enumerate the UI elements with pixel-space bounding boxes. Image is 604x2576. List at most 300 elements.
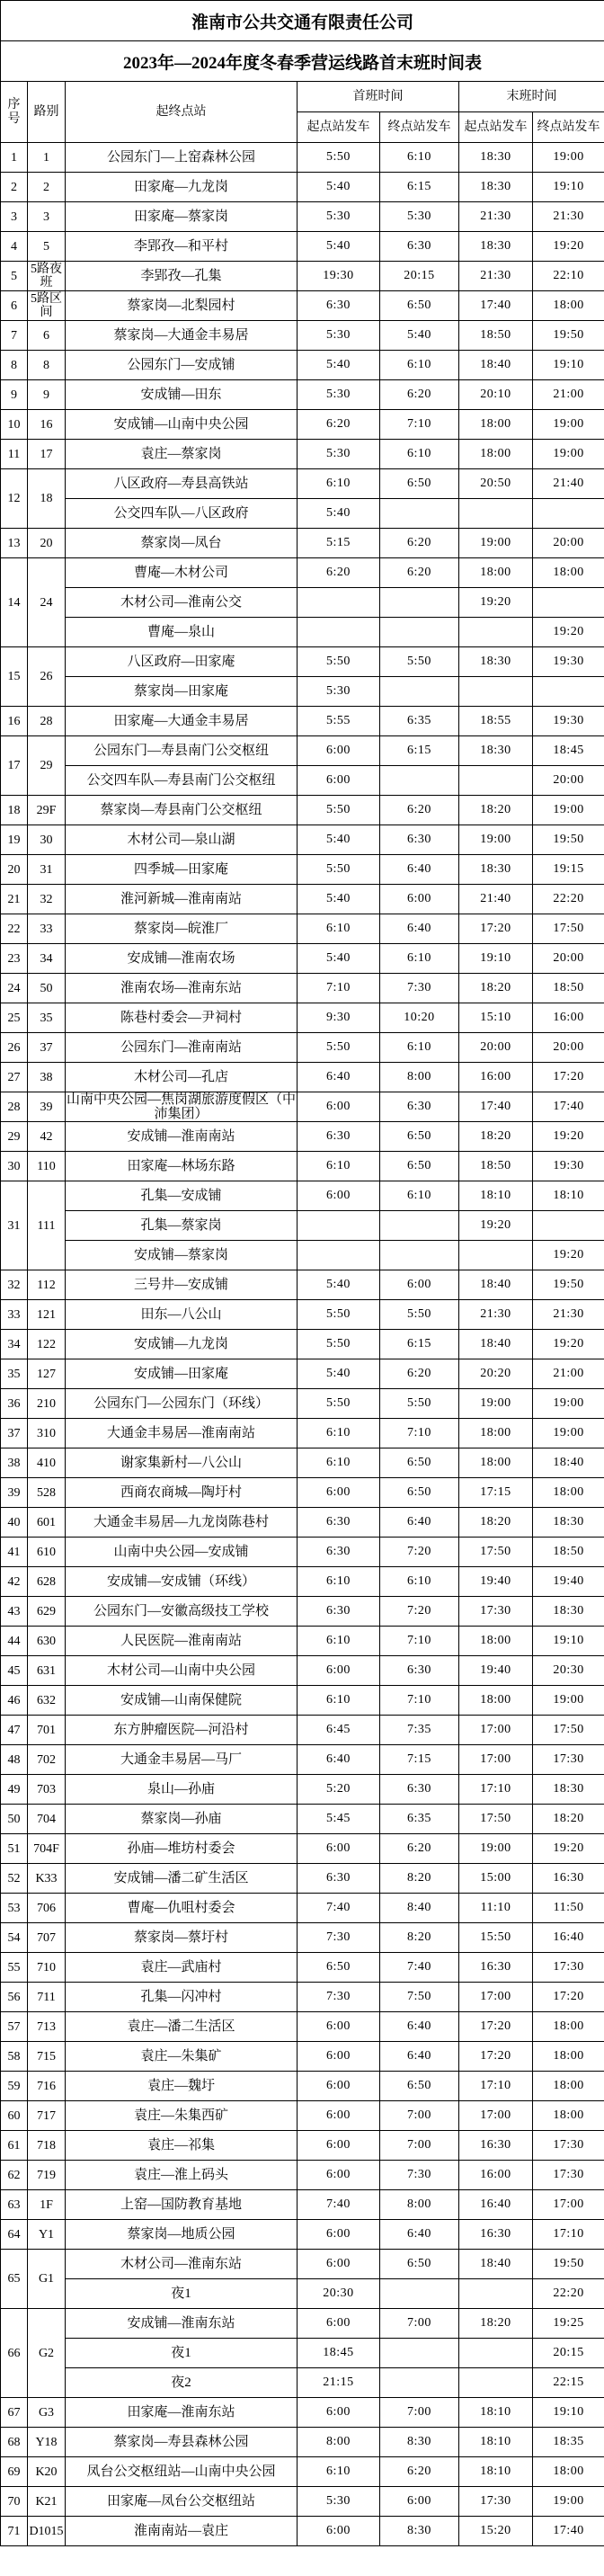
stations-cell: 木材公司—淮南公交 — [66, 588, 298, 618]
route-cell: 28 — [28, 707, 66, 736]
stations-cell: 木材公司—淮南东站 — [66, 2250, 298, 2279]
seq-cell: 18 — [1, 796, 28, 825]
seq-cell: 11 — [1, 440, 28, 469]
table-row — [1, 1805, 604, 1834]
time-cell: 7:15 — [380, 1745, 459, 1775]
time-cell: 6:40 — [298, 1063, 380, 1092]
seq-cell: 22 — [1, 914, 28, 944]
seq-cell: 39 — [1, 1478, 28, 1508]
route-cell: 16 — [28, 410, 66, 440]
time-cell: 17:10 — [533, 2220, 604, 2250]
route-cell: 127 — [28, 1359, 66, 1389]
seq-cell: 52 — [1, 1864, 28, 1894]
time-cell — [298, 1211, 380, 1241]
time-cell: 17:50 — [533, 1716, 604, 1745]
table-row — [1, 1923, 604, 1953]
time-cell: 6:10 — [298, 1152, 380, 1181]
stations-cell: 安成铺—田家庵 — [66, 1359, 298, 1389]
time-cell: 18:30 — [459, 736, 533, 766]
route-cell: 5路夜班 — [28, 262, 66, 291]
table-row — [1, 855, 604, 885]
time-cell: 5:30 — [298, 440, 380, 469]
time-cell: 18:00 — [533, 2042, 604, 2072]
time-cell: 7:00 — [380, 2309, 459, 2339]
time-cell: 11:10 — [459, 1894, 533, 1923]
time-cell: 17:30 — [459, 2487, 533, 2517]
time-cell: 19:40 — [533, 1567, 604, 1597]
time-cell: 5:50 — [380, 647, 459, 677]
time-cell: 19:30 — [533, 1152, 604, 1181]
table-row — [1, 321, 604, 351]
time-cell: 18:00 — [533, 558, 604, 588]
time-cell: 8:00 — [380, 2190, 459, 2220]
table-row — [1, 1181, 604, 1211]
header-first-start-departure: 起点站发车 — [298, 112, 380, 143]
table-row — [1, 410, 604, 440]
seq-cell: 62 — [1, 2161, 28, 2190]
time-cell: 18:00 — [533, 2457, 604, 2487]
time-cell: 19:20 — [533, 1834, 604, 1864]
seq-cell: 19 — [1, 825, 28, 855]
time-cell: 6:20 — [380, 529, 459, 558]
stations-cell: 公园东门—上窑森林公园 — [66, 143, 298, 173]
route-cell: 713 — [28, 2012, 66, 2042]
time-cell: 18:10 — [459, 2457, 533, 2487]
route-cell: 718 — [28, 2131, 66, 2161]
route-cell: 30 — [28, 825, 66, 855]
table-row — [1, 1627, 604, 1656]
time-cell: 17:30 — [459, 1597, 533, 1627]
seq-cell: 35 — [1, 1359, 28, 1389]
time-cell: 18:20 — [459, 796, 533, 825]
time-cell: 6:20 — [298, 410, 380, 440]
time-cell: 7:40 — [298, 1894, 380, 1923]
route-cell: 3 — [28, 202, 66, 232]
time-cell: 17:00 — [533, 2190, 604, 2220]
stations-cell: 上窑—国防教育基地 — [66, 2190, 298, 2220]
stations-cell: 八区政府—田家庵 — [66, 647, 298, 677]
table-row — [1, 262, 604, 291]
time-cell: 6:50 — [380, 2250, 459, 2279]
time-cell: 15:10 — [459, 1003, 533, 1033]
time-cell: 6:40 — [380, 2012, 459, 2042]
seq-cell: 55 — [1, 1953, 28, 1983]
time-cell: 18:00 — [533, 2101, 604, 2131]
stations-cell: 公园东门—寿县南门公交枢纽 — [66, 736, 298, 766]
table-row — [1, 1211, 604, 1241]
time-cell: 17:00 — [459, 1983, 533, 2012]
seq-cell: 46 — [1, 1686, 28, 1716]
table-row — [1, 2012, 604, 2042]
time-cell: 21:00 — [533, 380, 604, 410]
time-cell: 5:50 — [298, 1330, 380, 1359]
table-row — [1, 1003, 604, 1033]
stations-cell: 夜2 — [66, 2368, 298, 2398]
time-cell: 17:00 — [459, 2101, 533, 2131]
time-cell: 18:10 — [459, 2398, 533, 2428]
time-cell: 6:10 — [380, 1033, 459, 1063]
route-cell: 310 — [28, 1419, 66, 1448]
table-row — [1, 1092, 604, 1122]
time-cell — [380, 618, 459, 647]
stations-cell: 八区政府—寿县高铁站 — [66, 469, 298, 499]
route-cell: 631 — [28, 1656, 66, 1686]
time-cell: 19:20 — [533, 1330, 604, 1359]
time-cell: 7:30 — [380, 2161, 459, 2190]
time-cell: 17:15 — [459, 1478, 533, 1508]
time-cell — [298, 588, 380, 618]
time-cell: 6:00 — [298, 736, 380, 766]
time-cell — [459, 499, 533, 529]
stations-cell: 公交四车队—八区政府 — [66, 499, 298, 529]
time-cell: 19:50 — [533, 321, 604, 351]
route-cell: 716 — [28, 2072, 66, 2101]
stations-cell: 凤台公交枢纽站—山南中央公园 — [66, 2457, 298, 2487]
route-cell: 8 — [28, 351, 66, 380]
time-cell: 16:30 — [459, 2131, 533, 2161]
time-cell: 6:10 — [298, 1419, 380, 1448]
table-row — [1, 173, 604, 202]
stations-cell: 田家庵—淮南东站 — [66, 2398, 298, 2428]
time-cell: 6:00 — [298, 2101, 380, 2131]
time-cell: 18:00 — [459, 410, 533, 440]
header-last-start-departure: 起点站发车 — [459, 112, 533, 143]
route-cell: 704F — [28, 1834, 66, 1864]
route-cell: 5 — [28, 232, 66, 262]
route-cell: 706 — [28, 1894, 66, 1923]
seq-cell: 7 — [1, 321, 28, 351]
seq-cell: 24 — [1, 974, 28, 1003]
time-cell: 17:10 — [459, 1775, 533, 1805]
seq-cell: 69 — [1, 2457, 28, 2487]
time-cell: 5:40 — [298, 1359, 380, 1389]
time-cell: 19:25 — [533, 2309, 604, 2339]
seq-cell: 21 — [1, 885, 28, 914]
stations-cell: 安成铺—蔡家岗 — [66, 1241, 298, 1270]
stations-cell: 田家庵—蔡家岗 — [66, 202, 298, 232]
seq-cell: 8 — [1, 351, 28, 380]
time-cell: 6:30 — [380, 1656, 459, 1686]
table-row — [1, 202, 604, 232]
time-cell: 16:40 — [459, 2190, 533, 2220]
time-cell: 6:15 — [380, 173, 459, 202]
time-cell: 19:10 — [533, 351, 604, 380]
route-cell: 9 — [28, 380, 66, 410]
route-cell: 112 — [28, 1270, 66, 1300]
stations-cell: 公交四车队—寿县南门公交枢纽 — [66, 766, 298, 796]
table-row — [1, 440, 604, 469]
route-cell: 632 — [28, 1686, 66, 1716]
seq-cell: 41 — [1, 1538, 28, 1567]
stations-cell: 安成铺—山南中央公园 — [66, 410, 298, 440]
company-title-row — [1, 1, 604, 41]
seq-cell: 54 — [1, 1923, 28, 1953]
time-cell: 21:30 — [459, 262, 533, 291]
time-cell: 20:00 — [459, 1033, 533, 1063]
seq-cell: 65 — [1, 2250, 28, 2309]
seq-cell: 5 — [1, 262, 28, 291]
route-cell: 704 — [28, 1805, 66, 1834]
stations-cell: 孔集—蔡家岗 — [66, 1211, 298, 1241]
time-cell: 6:10 — [380, 143, 459, 173]
time-cell: 18:00 — [459, 1448, 533, 1478]
table-row — [1, 1389, 604, 1419]
seq-cell: 6 — [1, 291, 28, 321]
seq-cell: 30 — [1, 1152, 28, 1181]
time-cell: 5:50 — [298, 1389, 380, 1419]
table-row — [1, 1983, 604, 2012]
stations-cell: 袁庄—武庙村 — [66, 1953, 298, 1983]
time-cell: 20:00 — [533, 529, 604, 558]
stations-cell: 蔡家岗—大通金丰易居 — [66, 321, 298, 351]
stations-cell: 大通金丰易居—马厂 — [66, 1745, 298, 1775]
stations-cell: 淮南农场—淮南东站 — [66, 974, 298, 1003]
time-cell: 17:10 — [459, 2072, 533, 2101]
stations-cell: 谢家集新村—八公山 — [66, 1448, 298, 1478]
seq-cell: 66 — [1, 2309, 28, 2398]
time-cell: 6:30 — [380, 1775, 459, 1805]
time-cell: 6:30 — [298, 1538, 380, 1567]
time-cell: 5:30 — [298, 321, 380, 351]
route-cell: K20 — [28, 2457, 66, 2487]
time-cell: 18:30 — [533, 1775, 604, 1805]
time-cell: 18:00 — [459, 440, 533, 469]
time-cell: 8:00 — [380, 1063, 459, 1092]
table-row — [1, 1330, 604, 1359]
stations-cell: 淮南南站—袁庄 — [66, 2517, 298, 2546]
table-row — [1, 2072, 604, 2101]
time-cell: 17:50 — [533, 914, 604, 944]
seq-cell: 50 — [1, 1805, 28, 1834]
time-cell: 6:10 — [298, 469, 380, 499]
table-row — [1, 914, 604, 944]
time-cell — [533, 588, 604, 618]
time-cell: 6:20 — [380, 1834, 459, 1864]
header-last-end-departure: 终点站发车 — [533, 112, 604, 143]
table-row — [1, 647, 604, 677]
timetable-body — [1, 143, 604, 2546]
time-cell: 19:20 — [459, 1211, 533, 1241]
time-cell — [459, 766, 533, 796]
time-cell: 19:00 — [533, 796, 604, 825]
time-cell: 21:30 — [459, 1300, 533, 1330]
table-row — [1, 1894, 604, 1923]
time-cell: 20:30 — [298, 2279, 380, 2309]
table-row — [1, 707, 604, 736]
time-cell: 16:30 — [459, 2220, 533, 2250]
time-cell: 6:40 — [380, 855, 459, 885]
seq-cell: 3 — [1, 202, 28, 232]
time-cell: 19:50 — [533, 2250, 604, 2279]
route-cell: G1 — [28, 2250, 66, 2309]
time-cell — [459, 2368, 533, 2398]
time-cell: 20:15 — [533, 2339, 604, 2368]
seq-cell: 12 — [1, 469, 28, 529]
table-row — [1, 885, 604, 914]
table-row — [1, 1538, 604, 1567]
route-cell: 26 — [28, 647, 66, 707]
route-cell: 35 — [28, 1003, 66, 1033]
route-cell: 31 — [28, 855, 66, 885]
time-cell: 18:00 — [459, 1627, 533, 1656]
time-cell: 17:30 — [533, 2131, 604, 2161]
time-cell: 6:10 — [298, 1686, 380, 1716]
route-cell: 29F — [28, 796, 66, 825]
time-cell: 6:10 — [380, 1567, 459, 1597]
time-cell — [459, 2339, 533, 2368]
time-cell: 7:10 — [380, 1686, 459, 1716]
time-cell: 18:30 — [533, 1597, 604, 1627]
stations-cell: 李郢孜—和平村 — [66, 232, 298, 262]
time-cell: 19:40 — [459, 1656, 533, 1686]
seq-cell: 28 — [1, 1092, 28, 1122]
stations-cell: 田东—八公山 — [66, 1300, 298, 1330]
table-row — [1, 1864, 604, 1894]
time-cell: 6:00 — [298, 1834, 380, 1864]
time-cell: 18:40 — [459, 1270, 533, 1300]
time-cell: 6:10 — [380, 440, 459, 469]
time-cell — [380, 2339, 459, 2368]
time-cell: 18:30 — [533, 1508, 604, 1538]
table-row — [1, 529, 604, 558]
time-cell: 18:30 — [459, 855, 533, 885]
route-cell: 37 — [28, 1033, 66, 1063]
seq-cell: 15 — [1, 647, 28, 707]
seq-cell: 70 — [1, 2487, 28, 2517]
time-cell: 21:00 — [533, 1359, 604, 1389]
time-cell — [380, 1241, 459, 1270]
stations-cell: 袁庄—朱集西矿 — [66, 2101, 298, 2131]
seq-cell: 25 — [1, 1003, 28, 1033]
stations-cell: 孔集—安成铺 — [66, 1181, 298, 1211]
table-row — [1, 588, 604, 618]
time-cell: 6:30 — [298, 1864, 380, 1894]
seq-cell: 38 — [1, 1448, 28, 1478]
time-cell: 6:10 — [298, 1627, 380, 1656]
time-cell — [380, 588, 459, 618]
route-cell: 6 — [28, 321, 66, 351]
table-row — [1, 2339, 604, 2368]
table-row — [1, 766, 604, 796]
time-cell: 20:20 — [459, 1359, 533, 1389]
time-cell: 21:15 — [298, 2368, 380, 2398]
stations-cell: 曹庵—泉山 — [66, 618, 298, 647]
time-cell: 17:00 — [459, 1745, 533, 1775]
time-cell: 6:30 — [298, 291, 380, 321]
time-cell: 7:10 — [380, 1419, 459, 1448]
table-row — [1, 1448, 604, 1478]
time-cell: 18:10 — [533, 1181, 604, 1211]
time-cell: 6:00 — [380, 885, 459, 914]
time-cell: 22:20 — [533, 885, 604, 914]
stations-cell: 蔡家岗—寿县南门公交枢纽 — [66, 796, 298, 825]
stations-cell: 陈巷村委会—尹祠村 — [66, 1003, 298, 1033]
stations-cell: 人民医院—淮南南站 — [66, 1627, 298, 1656]
time-cell: 6:50 — [380, 1448, 459, 1478]
time-cell: 6:00 — [298, 2012, 380, 2042]
time-cell: 18:50 — [459, 321, 533, 351]
seq-cell: 51 — [1, 1834, 28, 1864]
route-cell: 210 — [28, 1389, 66, 1419]
time-cell: 10:20 — [380, 1003, 459, 1033]
time-cell: 21:30 — [533, 202, 604, 232]
time-cell: 6:00 — [298, 1478, 380, 1508]
time-cell: 19:20 — [533, 618, 604, 647]
table-row — [1, 1063, 604, 1092]
header-first-bus-group: 首班时间 — [298, 82, 459, 112]
route-cell: 610 — [28, 1538, 66, 1567]
table-row — [1, 736, 604, 766]
time-cell: 7:00 — [380, 2101, 459, 2131]
time-cell — [533, 1211, 604, 1241]
time-cell: 17:30 — [533, 2161, 604, 2190]
time-cell: 7:10 — [380, 1627, 459, 1656]
time-cell: 6:00 — [298, 2220, 380, 2250]
time-cell: 18:00 — [459, 1686, 533, 1716]
time-cell: 19:15 — [533, 855, 604, 885]
stations-cell: 袁庄—魏圩 — [66, 2072, 298, 2101]
seq-cell: 63 — [1, 2190, 28, 2220]
time-cell: 5:50 — [298, 647, 380, 677]
route-cell: 707 — [28, 1923, 66, 1953]
route-cell: 2 — [28, 173, 66, 202]
time-cell: 5:40 — [380, 321, 459, 351]
time-cell: 19:00 — [533, 143, 604, 173]
time-cell: 19:40 — [459, 1567, 533, 1597]
time-cell: 6:50 — [298, 1953, 380, 1983]
table-row — [1, 2220, 604, 2250]
table-row — [1, 2131, 604, 2161]
time-cell: 8:40 — [380, 1894, 459, 1923]
time-cell: 17:40 — [533, 1092, 604, 1122]
seq-cell: 56 — [1, 1983, 28, 2012]
seq-cell: 32 — [1, 1270, 28, 1300]
time-cell: 7:30 — [380, 974, 459, 1003]
time-cell: 6:40 — [380, 2042, 459, 2072]
time-cell: 19:00 — [533, 2487, 604, 2517]
time-cell: 20:00 — [533, 944, 604, 974]
time-cell: 7:50 — [380, 1983, 459, 2012]
time-cell: 18:50 — [533, 1538, 604, 1567]
time-cell: 6:20 — [380, 558, 459, 588]
time-cell: 19:20 — [533, 1241, 604, 1270]
stations-cell: 袁庄—潘二生活区 — [66, 2012, 298, 2042]
time-cell: 19:10 — [533, 1627, 604, 1656]
time-cell: 5:40 — [298, 351, 380, 380]
time-cell: 6:00 — [298, 2250, 380, 2279]
time-cell: 20:30 — [533, 1656, 604, 1686]
time-cell: 5:50 — [298, 855, 380, 885]
time-cell: 17:50 — [459, 1538, 533, 1567]
time-cell: 18:00 — [459, 558, 533, 588]
stations-cell: 木材公司—山南中央公园 — [66, 1656, 298, 1686]
stations-cell: 三号井—安成铺 — [66, 1270, 298, 1300]
time-cell: 6:35 — [380, 1805, 459, 1834]
time-cell: 6:00 — [298, 2398, 380, 2428]
time-cell: 6:00 — [298, 2072, 380, 2101]
time-cell: 6:35 — [380, 707, 459, 736]
route-cell: 111 — [28, 1181, 66, 1270]
time-cell: 16:30 — [533, 1864, 604, 1894]
table-row — [1, 469, 604, 499]
time-cell: 7:35 — [380, 1716, 459, 1745]
time-cell: 17:40 — [533, 2517, 604, 2546]
time-cell: 6:30 — [298, 1122, 380, 1152]
route-cell: 711 — [28, 1983, 66, 2012]
route-cell: 528 — [28, 1478, 66, 1508]
time-cell: 6:00 — [298, 2517, 380, 2546]
stations-cell: 李郢孜—孔集 — [66, 262, 298, 291]
